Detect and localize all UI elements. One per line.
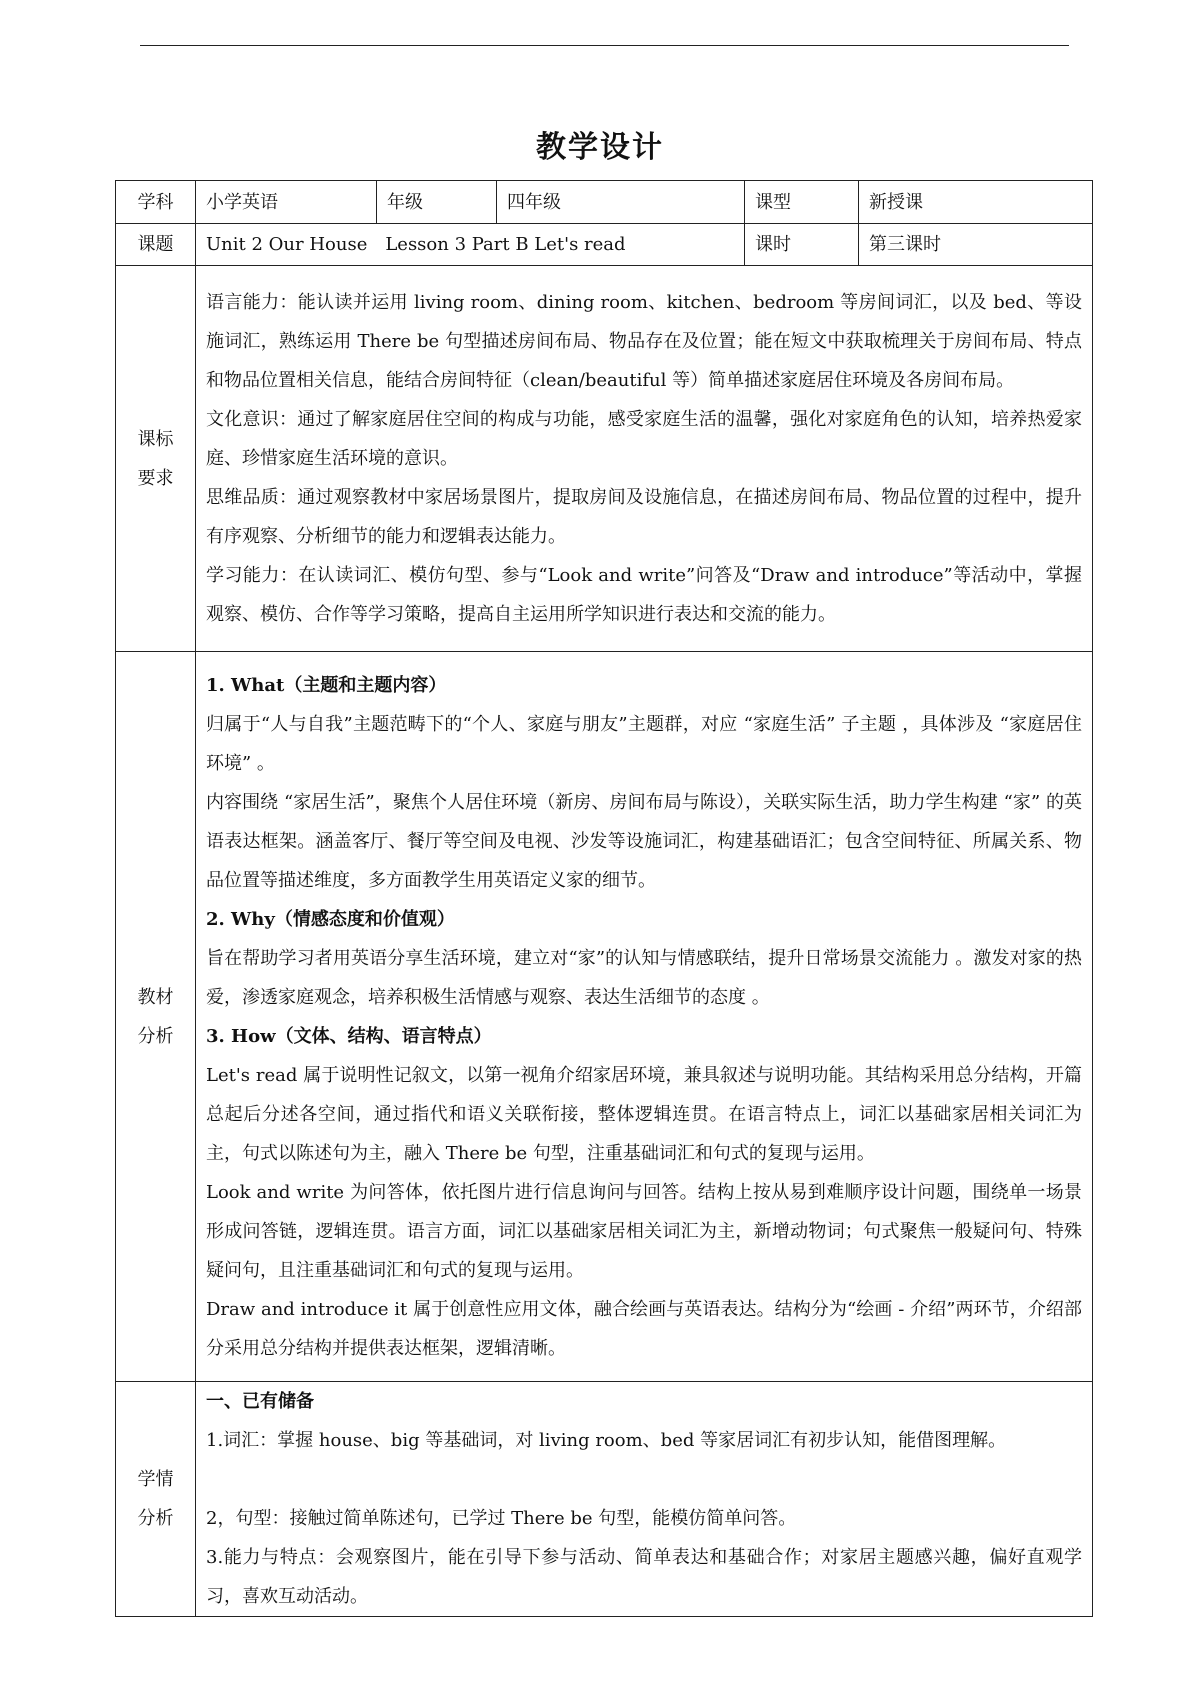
material-how-paragraph: Look and write 为问答体，依托图片进行信息询问与回答。结构上按从易到难顺序设计问题，围绕单一场景形成问答链，逻辑连贯。语言方面，词汇以基础家居相关词汇为主，新增动物词；句式聚焦一般疑问句、特殊疑问句，且注重基础词汇和句式的复现与运用。 xyxy=(206,1181,1082,1281)
material-why-heading: 2. Why（情感态度和价值观） xyxy=(206,908,455,930)
curriculum-label xyxy=(116,266,196,652)
material-label-line2: 分析 xyxy=(137,1025,174,1047)
period-label: 课时 xyxy=(745,224,859,266)
material-how-paragraph: Draw and introduce it 属于创意性应用文体，融合绘画与英语表达。结构分为“绘画 - 介绍”两环节，介绍部分采用总分结构并提供表达框架，逻辑清晰。 xyxy=(206,1298,1082,1359)
learner-content xyxy=(196,1382,1093,1617)
curriculum-cultural-awareness: 文化意识：通过了解家庭居住空间的构成与功能，感受家庭生活的温馨，强化对家庭角色的认知，培养热爱家庭、珍惜家庭生活环境的意识。 xyxy=(206,409,1082,469)
curriculum-thinking-quality: 思维品质：通过观察教材中家居场景图片，提取房间及设施信息，在描述房间布局、物品位置的过程中，提升有序观察、分析细节的能力和逻辑表达能力。 xyxy=(206,487,1082,547)
subject-value: 小学英语 xyxy=(196,181,377,224)
material-label-line1: 教材 xyxy=(137,986,174,1008)
grade-value: 四年级 xyxy=(497,181,745,224)
period-value: 第三课时 xyxy=(859,224,1093,266)
learner-label-line1: 学情 xyxy=(137,1469,174,1490)
curriculum-label-line2: 要求 xyxy=(137,467,174,489)
curriculum-learning-ability: 学习能力：在认读词汇、模仿句型、参与“Look and write”问答及“Draw and introduce”等活动中，掌握观察、模仿、合作等学习策略，提高自主运用所学知识进行表达和交流的能力。 xyxy=(206,565,1082,625)
lesson-type-value: 新授课 xyxy=(859,181,1093,224)
material-why-paragraph: 旨在帮助学习者用英语分享生活环境，建立对“家”的认知与情感联结，提升日常场景交流能力 。激发对家的热爱，渗透家庭观念，培养积极生活情感与观察、表达生活细节的态度 。 xyxy=(206,947,1082,1008)
learner-heading: 一、已有储备 xyxy=(206,1391,314,1412)
curriculum-language-ability: 语言能力：能认读并运用 living room、dining room、kitchen、bedroom 等房间词汇，以及 bed、等设施词汇，熟练运用 There be 句型描述房间布局、物品存在及位置；能在短文中获取梳理关于房间布局、特点和物品位置相关信息，能结合房间特征（clean/beautiful 等）简单描述家庭居住环境及各房间布局。 xyxy=(206,292,1082,391)
material-how-paragraph: Let's read 属于说明性记叙文，以第一视角介绍家居环境，兼具叙述与说明功能。其结构采用总分结构，开篇总起后分述各空间，通过指代和语义关联衔接，整体逻辑连贯。在语言特点上，词汇以基础家居相关词汇为主，句式以陈述句为主，融入 There be 句型，注重基础词汇和句式的复现与运用。 xyxy=(206,1064,1082,1164)
info-row-subject xyxy=(116,181,1093,224)
material-row xyxy=(116,652,1093,1382)
material-content xyxy=(196,652,1093,1382)
learner-blank-line xyxy=(206,1460,1082,1499)
lesson-plan-table xyxy=(115,180,1093,1617)
learner-sentence-patterns: 2，句型：接触过简单陈述句，已学过 There be 句型，能模仿简单问答。 xyxy=(206,1508,797,1529)
learner-abilities: 3.能力与特点：会观察图片，能在引导下参与活动、简单表达和基础合作；对家居主题感兴趣，偏好直观学习，喜欢互动活动。 xyxy=(206,1547,1082,1607)
curriculum-label-line1: 课标 xyxy=(137,428,174,450)
material-what-paragraph: 归属于“人与自我”主题范畴下的“个人、家庭与朋友”主题群，对应 “家庭生活” 子主题 ，具体涉及 “家庭居住环境” 。 xyxy=(206,713,1082,774)
info-row-topic xyxy=(116,224,1093,266)
material-how-heading: 3. How（文体、结构、语言特点） xyxy=(206,1025,492,1047)
lesson-type-label: 课型 xyxy=(745,181,859,224)
material-what-paragraph: 内容围绕 “家居生活”，聚焦个人居住环境（新房、房间布局与陈设），关联实际生活，助力学生构建 “家” 的英语表达框架。涵盖客厅、餐厅等空间及电视、沙发等设施词汇，构建基础语汇；包含空间特征、所属关系、物品位置等描述维度，多方面教学生用英语定义家的细节。 xyxy=(206,791,1083,891)
material-label xyxy=(116,652,196,1382)
learner-label-line2: 分析 xyxy=(137,1508,174,1529)
learner-label xyxy=(116,1382,196,1617)
learner-row xyxy=(116,1382,1093,1617)
document-title: 教学设计 xyxy=(536,130,664,165)
curriculum-content xyxy=(196,266,1093,652)
topic-value: Unit 2 Our House Lesson 3 Part B Let's read xyxy=(196,224,745,266)
subject-label: 学科 xyxy=(116,181,196,224)
grade-label: 年级 xyxy=(377,181,497,224)
material-what-heading: 1. What（主题和主题内容） xyxy=(206,674,447,696)
topic-label: 课题 xyxy=(116,224,196,266)
header-rule xyxy=(140,45,1069,46)
learner-vocabulary: 1.词汇：掌握 house、big 等基础词，对 living room、bed 等家居词汇有初步认知，能借图理解。 xyxy=(206,1430,1007,1451)
curriculum-row xyxy=(116,266,1093,652)
